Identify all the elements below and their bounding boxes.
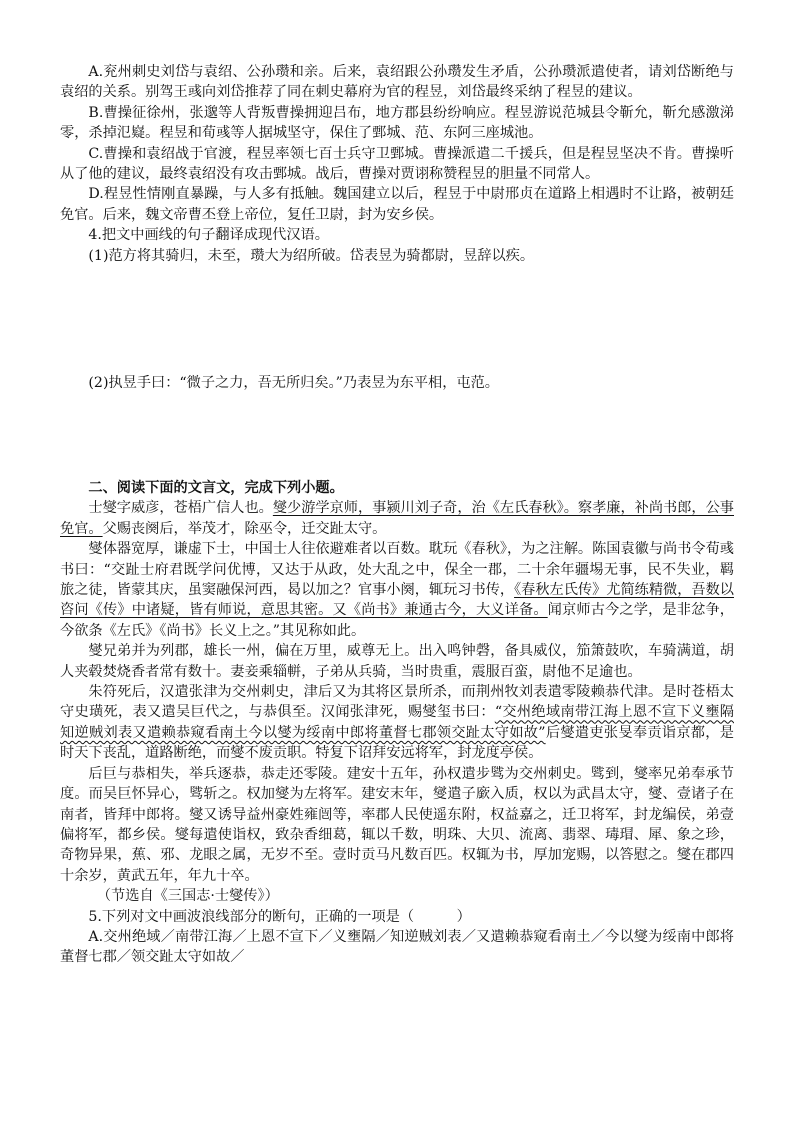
q3-options: [60, 62, 734, 266]
option-c: C.曹操和袁绍战于官渡，程昱率领七百士兵守卫鄄城。曹操派遣二千援兵，但是程昱坚决不肯。曹操听从了他的建议，最终袁绍没有攻击鄄城。战后，曹操对贾诩称赞程昱的胆量不同常人。: [60, 145, 734, 183]
wavy-underlined-passage: “交州绝域南带江海上恩不宣下义壅隔知逆贼刘表又遣赖恭窥看南土今以燮为绥南中郎将董督七郡领交趾太守如故”: [60, 704, 734, 741]
passage-paragraph-5: 后巨与恭相失，举兵逐恭，恭走还零陵。建安十五年，孙权遣步骘为交州刺史。骘到，燮率兄弟奉承节度。而吴巨怀异心，骘斩之。权加燮为左将军。建安末年，燮遣子廞入质，权以为武昌太守，燮、壹诸子在南者，皆拜中郎将。燮又诱导益州豪姓雍闿等，率郡人民使遥东附，权益嘉之，迁卫将军，封龙编侯，弟壹偏将军，都乡侯。燮每遣使诣权，致杂香细葛，辄以千数，明珠、大贝、流离、翡翠、瑇瑁、犀、象之珍，奇物异果，蕉、邪、龙眼之属，无岁不至。壹时贡马凡数百匹。权辄为书，厚加宠赐，以答慰之。燮在郡四十余岁，黄武五年，年九十卒。: [60, 765, 734, 884]
p1-text-b: 父赐丧阕后，举茂才，除巫令，迁交趾太守。: [102, 520, 387, 537]
section-2: [60, 478, 734, 968]
q4-part-2: [60, 373, 734, 393]
option-b: B.曹操征徐州，张邈等人背叛曹操拥迎吕布，地方郡县纷纷响应。程昱游说范城县令靳允，靳允感激涕零，杀掉氾嶷。程昱和荀彧等人据城坚守，保住了鄄城、范、东阿三座城池。: [60, 104, 734, 142]
p2-text-b: 闻京师古今之学，是非忿争，今欲条《左氏》《尚书》长义上之。”其见称如此。: [60, 602, 734, 639]
p1-text-a: 士燮字威彦，苍梧广信人也。: [88, 500, 273, 517]
passage-paragraph-2: [60, 539, 734, 641]
option-d: D.程昱性情刚直暴躁，与人多有抵触。魏国建立以后，程昱于中尉邢贞在道路上相遇时不让路，被朝廷免官。后来，魏文帝曹丕登上帝位，复任卫尉，封为安乡侯。: [60, 186, 734, 223]
passage-paragraph-3: 燮兄弟并为列郡，雄长一州，偏在万里，威尊无上。出入鸣钟磬，备具威仪，笳箫鼓吹，车骑满道，胡人夹毂焚烧香者常有数十。妻妾乘辎軿，子弟从兵骑，当时贵重，震服百蛮，尉他不足逾也。: [60, 643, 734, 680]
passage-paragraph-1: [60, 498, 734, 539]
p2-text-a: 燮体器宽厚，谦虚下士，中国士人往依避难者以百数。耽玩《春秋》，为之注解。陈国袁徽与尚书令荀彧书曰：“交趾士府君既学问优博，又达于从政，处大乱之中，保全一郡，二十余年疆埸无事，民不失业，羁旅之徒，皆蒙其庆，虽窦融保河西，曷以加之？官事小阕，辄玩习书传，: [60, 541, 734, 599]
section-heading: 二、阅读下面的文言文，完成下列小题。: [88, 480, 344, 496]
source-citation: （节选自《三国志·士燮传》）: [96, 888, 279, 905]
q4-stem: 4.把文中画线的句子翻译成现代汉语。: [88, 227, 329, 244]
q5-option-a: A.交州绝域／南带江海／上恩不宣下／义壅隔／知逆贼刘表／又遣赖恭窥看南土／今以燮为绥南中郎将董督七郡／领交趾太守如故／: [60, 928, 734, 966]
p4-text-a: 朱符死后，汉遣张津为交州刺史，津后又为其将区景所杀，而荆州牧刘表遣零陵赖恭代津。是时苍梧太守史璜死，表又遣吴巨代之，与恭俱至。汉闻张津死，赐燮玺书曰：: [60, 684, 734, 721]
p4-text-b: 后燮遣吏张旻奉贡诣京都，是时天下丧乱，道路断绝，而燮不废贡职。特复下诏拜安远将军，封龙度亭侯。: [60, 724, 734, 762]
option-a: A.兖州刺史刘岱与袁绍、公孙瓒和亲。后来，袁绍跟公孙瓒发生矛盾，公孙瓒派遣使者，请刘岱断绝与袁绍的关系。别驾王彧向刘岱推荐了同在刺史幕府为官的程昱，刘岱最终采纳了程昱的建议。: [60, 64, 734, 101]
q4-sentence-2: (2)执昱手曰：“微子之力，吾无所归矣。”乃表昱为东平相，屯范。: [88, 375, 499, 391]
underlined-sentence-2: 《春秋左氏传》尤简练精微，吾数以咨问《传》中诸疑，皆有师说，意思其密。又《尚书》兼通古今，大义详备。: [60, 582, 734, 619]
passage-paragraph-4: [60, 682, 734, 764]
underlined-sentence-1: 燮少游学京师，事颍川刘子奇，治《左氏春秋》。察孝廉，补尚书郎，公事免官。: [60, 500, 734, 537]
q5-stem: 5.下列对文中画波浪线部分的断句，正确的一项是（ ）: [88, 908, 471, 925]
q4-sentence-1: (1)范方将其骑归，未至，瓒大为绍所破。岱表昱为骑都尉，昱辞以疾。: [88, 247, 535, 264]
